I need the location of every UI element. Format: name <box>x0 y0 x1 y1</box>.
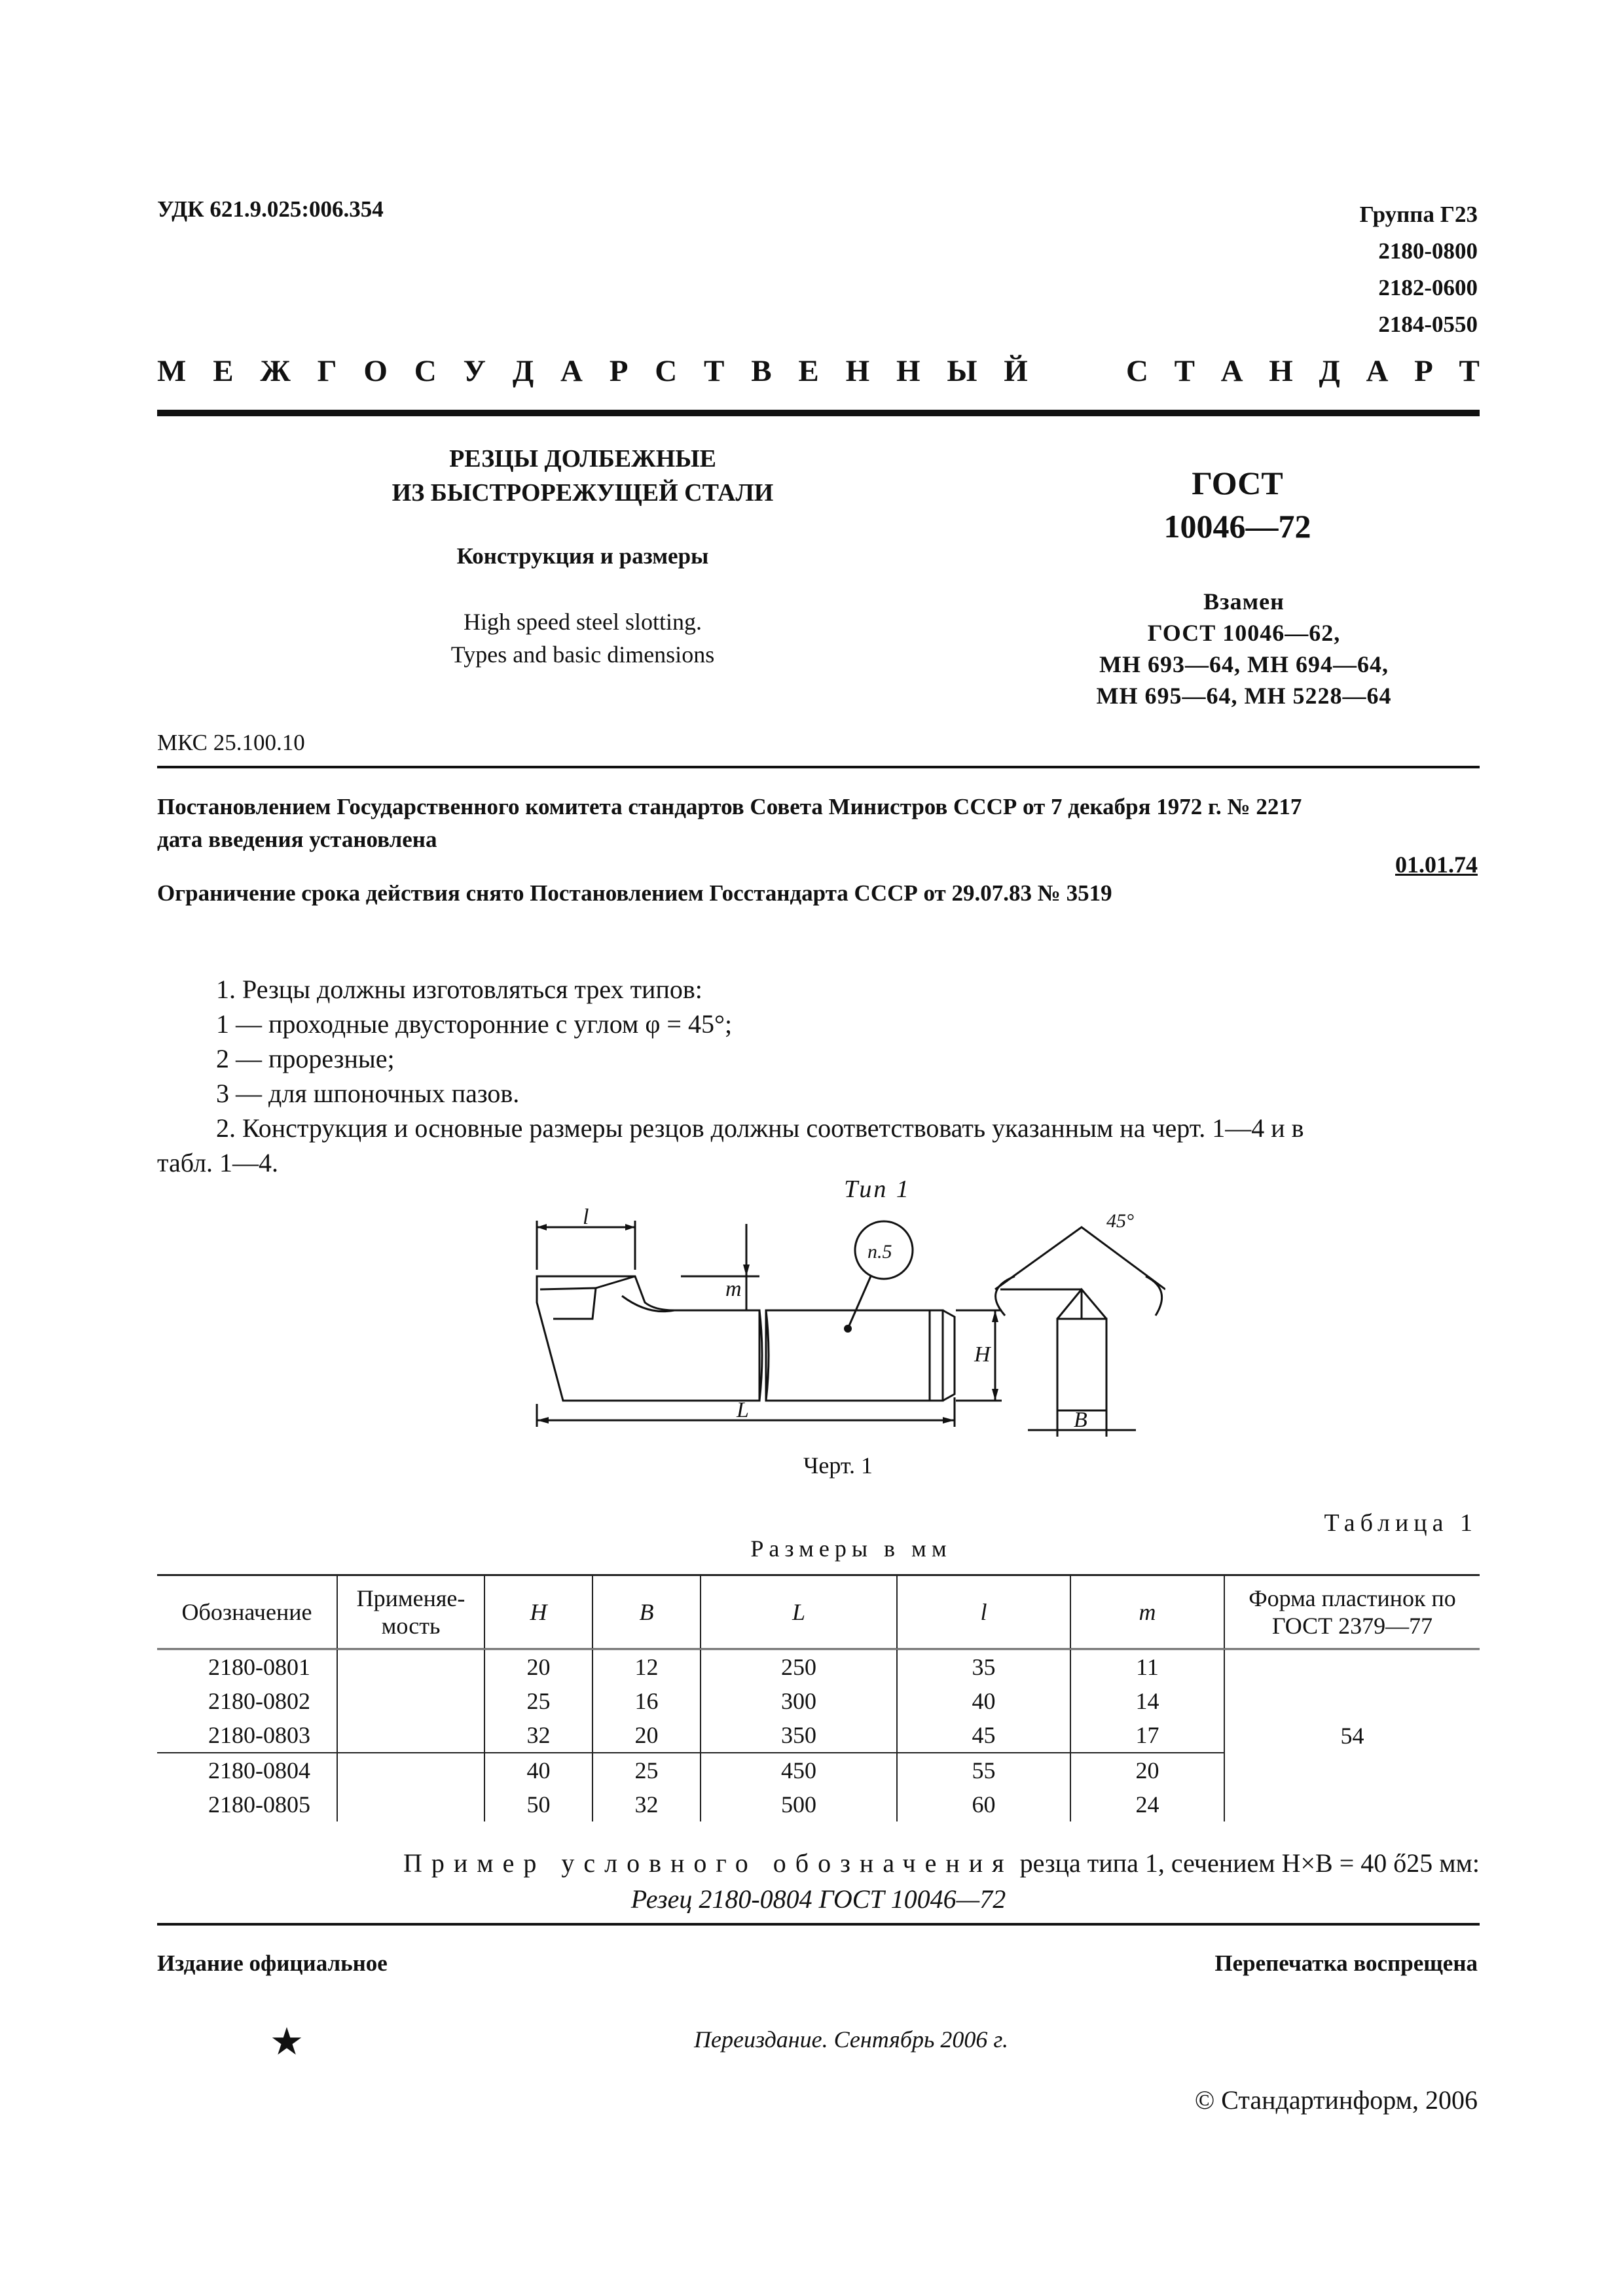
cell-l: 40 <box>897 1684 1070 1718</box>
banner-letter: Д <box>1319 354 1340 388</box>
cell-B: 20 <box>593 1718 701 1753</box>
cell-applicability <box>337 1753 484 1787</box>
cell-l: 45 <box>897 1718 1070 1753</box>
cell-designation: 2180-0805 <box>157 1787 337 1821</box>
okp-code: 2184-0550 <box>1378 312 1478 337</box>
gost-label: ГОСТ <box>1192 465 1283 501</box>
cell-L: 450 <box>701 1753 897 1787</box>
reissue-note: Переиздание. Сентябрь 2006 г. <box>694 2026 1008 2053</box>
banner-letter: Е <box>213 354 234 388</box>
column-header: Форма пластинок по ГОСТ 2379—77 <box>1224 1575 1480 1649</box>
banner-letter: А <box>560 354 583 388</box>
cell-l: 60 <box>897 1787 1070 1821</box>
document-title <box>354 442 812 510</box>
cell-H: 32 <box>484 1718 593 1753</box>
table-units: Размеры в мм <box>750 1535 952 1562</box>
cell-applicability <box>337 1649 484 1685</box>
paragraph: 2. Конструкция и основные размеры резцов должны соответствовать указанным на черт. 1—4 и в <box>216 1113 1304 1143</box>
banner-letter: Н <box>896 354 921 388</box>
cell-applicability <box>337 1787 484 1821</box>
cell-applicability <box>337 1684 484 1718</box>
banner-letter: Н <box>845 354 870 388</box>
banner-word-standard <box>1126 353 1480 389</box>
dimension-label-L: L <box>737 1398 749 1422</box>
introduction-date: 01.01.74 <box>1395 852 1478 878</box>
cell-H: 40 <box>484 1753 593 1787</box>
cell-B: 16 <box>593 1684 701 1718</box>
paragraph: 1 — проходные двусторонние с углом φ = 45°; <box>216 1009 733 1039</box>
example-lead: Пример условного обозначения <box>403 1848 1013 1878</box>
replaces-line: МН 695—64, МН 5228—64 <box>1096 683 1392 709</box>
banner-letter: М <box>157 354 187 388</box>
english-title-line: Types and basic dimensions <box>450 641 715 668</box>
cell-l: 55 <box>897 1753 1070 1787</box>
paragraph: 3 — для шпоночных пазов. <box>216 1079 520 1108</box>
copyright: © Стандартинформ, 2006 <box>1194 2085 1478 2115</box>
cell-B: 25 <box>593 1753 701 1787</box>
dimension-label-l: l <box>583 1205 589 1229</box>
banner-letter: О <box>363 354 388 388</box>
english-title-line: High speed steel slotting. <box>464 609 702 635</box>
cell-applicability <box>337 1718 484 1753</box>
figure-type-label: Тип 1 <box>844 1175 911 1203</box>
replaces-block <box>1067 586 1421 711</box>
title-line: ИЗ БЫСТРОРЕЖУЩЕЙ СТАЛИ <box>392 479 774 507</box>
cutter-drawing <box>517 1204 1165 1453</box>
example-designation-value: Резец 2180-0804 ГОСТ 10046—72 <box>630 1884 1006 1914</box>
dimensions-table <box>157 1574 1480 1821</box>
okp-code: 2180-0800 <box>1378 238 1478 264</box>
example-rest: резца типа 1, сечением H×B = 40 ő25 мм: <box>1013 1848 1480 1878</box>
banner-letter: В <box>751 354 772 388</box>
dimension-label-H: H <box>974 1342 991 1367</box>
banner-letter: Й <box>1004 354 1028 388</box>
decree-line: Постановлением Государственного комитета стандартов Совета Министров СССР от 7 декабря 1972 г. № 2217 <box>157 794 1302 819</box>
section-rule <box>157 766 1480 768</box>
column-header: B <box>593 1575 701 1649</box>
gost-number <box>1074 461 1401 548</box>
cell-L: 350 <box>701 1718 897 1753</box>
cell-B: 32 <box>593 1787 701 1821</box>
star-icon: ★ <box>270 2020 304 2063</box>
english-title <box>354 605 812 671</box>
cell-m: 24 <box>1070 1787 1224 1821</box>
designation-example <box>157 1848 1480 1878</box>
cell-L: 300 <box>701 1684 897 1718</box>
banner-letter: А <box>1366 354 1389 388</box>
column-header: H <box>484 1575 593 1649</box>
cell-designation: 2180-0804 <box>157 1753 337 1787</box>
table-row <box>157 1649 1480 1685</box>
paragraph: 2 — прорезные; <box>216 1044 395 1073</box>
cell-H: 20 <box>484 1649 593 1685</box>
okp-code: 2182-0600 <box>1378 275 1478 300</box>
decree-line: дата введения установлена <box>157 827 437 852</box>
banner-letter: Н <box>1269 354 1293 388</box>
banner-letter: Д <box>512 354 534 388</box>
banner-letter: Е <box>798 354 819 388</box>
mks-code: МКС 25.100.10 <box>157 730 305 755</box>
banner-letter: С <box>414 354 437 388</box>
table-label: Таблица 1 <box>1324 1509 1478 1537</box>
banner-word-interstate <box>157 353 1028 389</box>
dimension-label-B: B <box>1074 1408 1087 1432</box>
column-header: m <box>1070 1575 1224 1649</box>
cell-insert-form: 54 <box>1224 1649 1480 1822</box>
column-header: Применяе-мость <box>337 1575 484 1649</box>
standard-banner <box>157 353 1480 389</box>
column-header: l <box>897 1575 1070 1649</box>
document-subtitle: Конструкция и размеры <box>456 543 709 569</box>
cell-l: 35 <box>897 1649 1070 1685</box>
replaces-label: Взамен <box>1203 588 1285 615</box>
banner-letter: Р <box>1414 354 1433 388</box>
banner-letter: С <box>655 354 678 388</box>
banner-letter: У <box>463 354 486 388</box>
cell-m: 14 <box>1070 1684 1224 1718</box>
cell-m: 11 <box>1070 1649 1224 1685</box>
cell-H: 25 <box>484 1684 593 1718</box>
udk-code: УДК 621.9.025:006.354 <box>157 196 384 222</box>
decree-text <box>157 791 1480 856</box>
banner-letter: Ж <box>260 354 291 388</box>
column-header: Обозначение <box>157 1575 337 1649</box>
cell-L: 250 <box>701 1649 897 1685</box>
banner-letter: Т <box>1459 354 1480 388</box>
banner-letter: А <box>1220 354 1243 388</box>
cell-designation: 2180-0801 <box>157 1649 337 1685</box>
banner-letter: Т <box>704 354 725 388</box>
gost-code: 10046—72 <box>1163 508 1311 545</box>
cell-designation: 2180-0803 <box>157 1718 337 1753</box>
cell-m: 20 <box>1070 1753 1224 1787</box>
banner-letter: Ы <box>947 354 977 388</box>
cell-L: 500 <box>701 1787 897 1821</box>
banner-letter: Г <box>317 354 337 388</box>
replaces-line: МН 693—64, МН 694—64, <box>1099 651 1389 677</box>
column-header: L <box>701 1575 897 1649</box>
replaces-line: ГОСТ 10046—62, <box>1147 620 1341 646</box>
footer-rule <box>157 1923 1480 1926</box>
header-rule <box>157 410 1480 416</box>
limitation-text: Ограничение срока действия снято Постановлением Госстандарта СССР от 29.07.83 № 3519 <box>157 880 1112 906</box>
reprint-prohibited-label: Перепечатка воспрещена <box>1214 1950 1478 1976</box>
angle-label: 45° <box>1106 1210 1134 1232</box>
group-label: Группа Г23 <box>1359 202 1478 227</box>
note-reference-label: п.5 <box>867 1241 892 1263</box>
cell-H: 50 <box>484 1787 593 1821</box>
banner-letter: С <box>1126 354 1148 388</box>
cell-designation: 2180-0802 <box>157 1684 337 1718</box>
cell-B: 12 <box>593 1649 701 1685</box>
paragraph: 1. Резцы должны изготовляться трех типов: <box>216 975 702 1004</box>
group-codes <box>1360 196 1478 343</box>
title-line: РЕЗЦЫ ДОЛБЕЖНЫЕ <box>449 445 716 473</box>
figure-caption: Черт. 1 <box>803 1452 873 1479</box>
cell-m: 17 <box>1070 1718 1224 1753</box>
official-edition-label: Издание официальное <box>157 1950 388 1976</box>
table-header-row <box>157 1575 1480 1649</box>
body-text <box>157 972 1480 1180</box>
banner-letter: Р <box>609 354 629 388</box>
dimension-label-m: m <box>725 1277 742 1301</box>
banner-letter: Т <box>1174 354 1195 388</box>
paragraph: табл. 1—4. <box>157 1148 279 1177</box>
